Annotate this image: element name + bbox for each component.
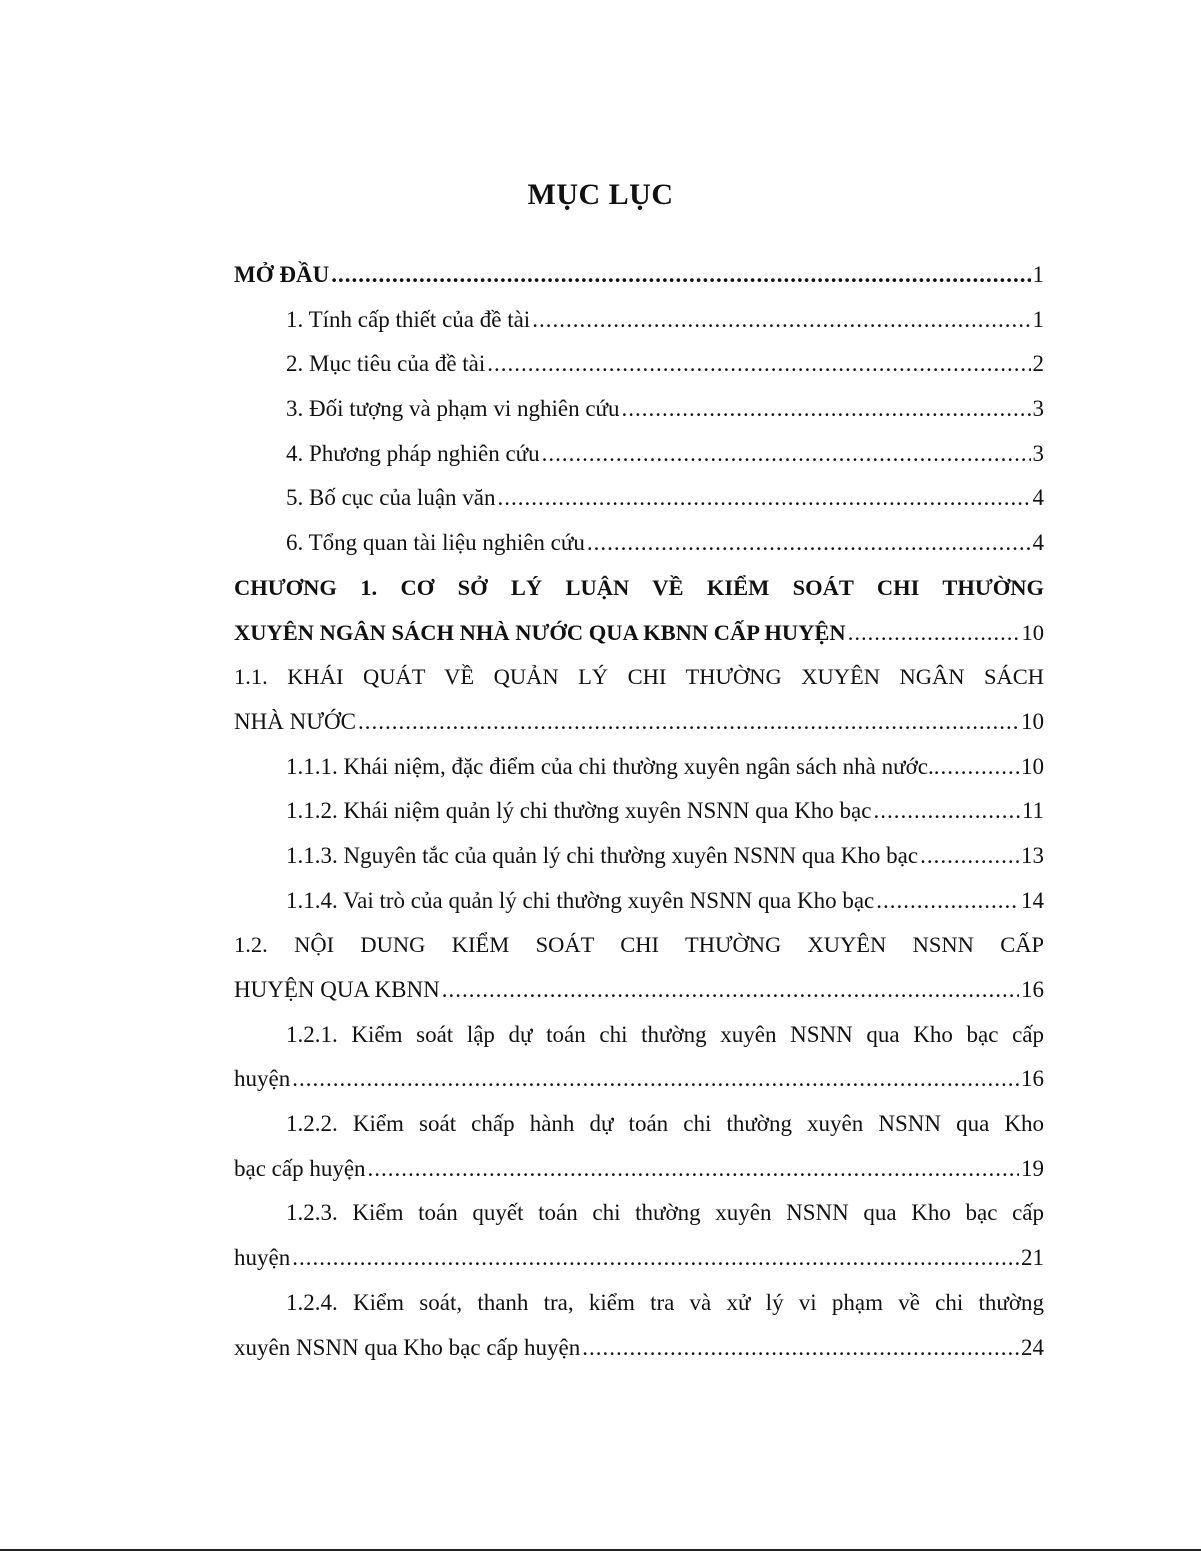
toc-entry-section-1-2-line1[interactable]: 1.2. NỘI DUNG KIỂM SOÁT CHI THƯỜNG XUYÊN NSNN CẤP: [234, 932, 1044, 958]
dot-leader: [582, 1326, 1019, 1371]
toc-entry-text: XUYÊN NGÂN SÁCH NHÀ NƯỚC QUA KBNN CẤP HUYỆN: [234, 619, 846, 645]
toc-entry-text: NHÀ NƯỚC: [234, 708, 356, 734]
toc-page-number: 1: [1032, 306, 1044, 332]
toc-entry-intro-6[interactable]: [234, 521, 1044, 566]
toc-entry-text: 1.1.3. Nguyên tắc của quản lý chi thường xuyên NSNN qua Kho bạc: [286, 842, 919, 868]
toc-entry-intro-1[interactable]: [234, 298, 1044, 343]
toc-entry-text: HUYỆN QUA KBNN: [234, 977, 440, 1002]
toc-entry-intro-3[interactable]: [234, 387, 1044, 432]
toc-page-number: 16: [1021, 977, 1044, 1002]
toc-entry-1-2-1-line1[interactable]: 1.2.1. Kiểm soát lập dự toán chi thường xuyên NSNN qua Kho bạc cấp: [286, 1021, 1044, 1047]
toc-entry-text: huyện: [234, 1066, 291, 1092]
page-bottom-rule: [0, 1549, 1201, 1551]
dot-leader: [934, 745, 1021, 790]
toc-entry-1-2-3-line2[interactable]: [234, 1236, 1044, 1281]
dot-leader: [622, 387, 1031, 432]
dot-leader: [532, 298, 1030, 343]
toc-page-number: 19: [1021, 1155, 1044, 1181]
table-of-contents: [234, 253, 1044, 1370]
toc-entry-text: MỞ ĐẦU: [234, 262, 330, 287]
dot-leader: [542, 432, 1031, 477]
toc-entry-section-1-1-line2[interactable]: [234, 700, 1044, 745]
toc-page-number: 13: [1021, 842, 1044, 868]
dot-leader: [331, 253, 1030, 298]
toc-entry-intro-4[interactable]: [234, 432, 1044, 477]
toc-entry-text: 1. Tính cấp thiết của đề tài: [286, 306, 531, 332]
toc-entry-text: 2. Mục tiêu của đề tài: [286, 351, 486, 377]
toc-entry-1-2-4-line2[interactable]: [234, 1326, 1044, 1371]
dot-leader: [358, 700, 1019, 745]
dot-leader: [487, 342, 1030, 387]
toc-page-number: 2: [1032, 351, 1044, 377]
dot-leader: [848, 611, 1020, 656]
toc-page-number: 4: [1032, 485, 1044, 511]
page-title: MỤC LỤC: [527, 178, 674, 211]
toc-page-number: 21: [1021, 1245, 1044, 1271]
toc-page-number: 14: [1021, 887, 1044, 913]
toc-entry-1-2-2-line2[interactable]: [234, 1147, 1044, 1192]
dot-leader: [442, 968, 1019, 1013]
toc-entry-text: 1.1.4. Vai trò của quản lý chi thường xuyên NSNN qua Kho bạc: [286, 887, 875, 913]
toc-entry-text: bạc cấp huyện: [234, 1155, 366, 1181]
toc-entry-text: 1.1.1. Khái niệm, đặc điểm của chi thường xuyên ngân sách nhà nước.: [286, 753, 934, 779]
toc-entry-text: 3. Đối tượng và phạm vi nghiên cứu: [286, 396, 620, 422]
toc-entry-1-2-3-line1[interactable]: 1.2.3. Kiểm toán quyết toán chi thường xuyên NSNN qua Kho bạc cấp: [286, 1200, 1044, 1226]
toc-entry-mo-dau[interactable]: [234, 253, 1044, 298]
toc-entry-text: xuyên NSNN qua Kho bạc cấp huyện: [234, 1334, 581, 1360]
toc-page-number: 10: [1021, 619, 1044, 645]
dot-leader: [587, 521, 1031, 566]
toc-entry-text: huyện: [234, 1245, 291, 1271]
dot-leader: [292, 1236, 1019, 1281]
toc-entry-text: 1.1.2. Khái niệm quản lý chi thường xuyên NSNN qua Kho bạc: [286, 798, 872, 824]
dot-leader: [368, 1147, 1019, 1192]
toc-entry-chapter-1-line2[interactable]: [234, 611, 1044, 656]
toc-entry-chapter-1-line1[interactable]: CHƯƠNG 1. CƠ SỞ LÝ LUẬN VỀ KIỂM SOÁT CHI THƯỜNG: [234, 574, 1044, 600]
toc-entry-1-2-4-line1[interactable]: 1.2.4. Kiểm soát, thanh tra, kiểm tra và xử lý vi phạm về chi thường: [286, 1289, 1044, 1315]
toc-page-number: 11: [1021, 798, 1044, 824]
toc-entry-section-1-1-line1[interactable]: 1.1. KHÁI QUÁT VỀ QUẢN LÝ CHI THƯỜNG XUYÊN NGÂN SÁCH: [234, 664, 1044, 690]
toc-page-number: 4: [1032, 530, 1044, 556]
toc-entry-text: 6. Tổng quan tài liệu nghiên cứu: [286, 530, 585, 556]
toc-page-number: 16: [1021, 1066, 1044, 1092]
dot-leader: [876, 879, 1019, 924]
toc-entry-intro-2[interactable]: [234, 342, 1044, 387]
toc-page-number: 10: [1021, 753, 1044, 779]
toc-entry-1-2-2-line1[interactable]: 1.2.2. Kiểm soát chấp hành dự toán chi thường xuyên NSNN qua Kho: [286, 1111, 1044, 1137]
toc-entry-1-1-1[interactable]: [234, 745, 1044, 790]
toc-entry-1-2-1-line2[interactable]: [234, 1057, 1044, 1102]
toc-entry-1-1-2[interactable]: [234, 789, 1044, 834]
toc-page-number: 3: [1032, 440, 1044, 466]
dot-leader: [920, 834, 1019, 879]
toc-page-number: 24: [1021, 1334, 1044, 1360]
toc-entry-intro-5[interactable]: [234, 476, 1044, 521]
toc-entry-text: 5. Bố cục của luận văn: [286, 485, 496, 511]
toc-entry-section-1-2-line2[interactable]: [234, 968, 1044, 1013]
toc-entry-text: 4. Phương pháp nghiên cứu: [286, 440, 540, 466]
toc-page-number: 1: [1032, 262, 1044, 287]
dot-leader: [497, 476, 1030, 521]
toc-page-number: 10: [1021, 708, 1044, 734]
dot-leader: [873, 789, 1019, 834]
toc-entry-1-1-4[interactable]: [234, 879, 1044, 924]
toc-entry-1-1-3[interactable]: [234, 834, 1044, 879]
dot-leader: [292, 1057, 1019, 1102]
toc-page-number: 3: [1032, 396, 1044, 422]
